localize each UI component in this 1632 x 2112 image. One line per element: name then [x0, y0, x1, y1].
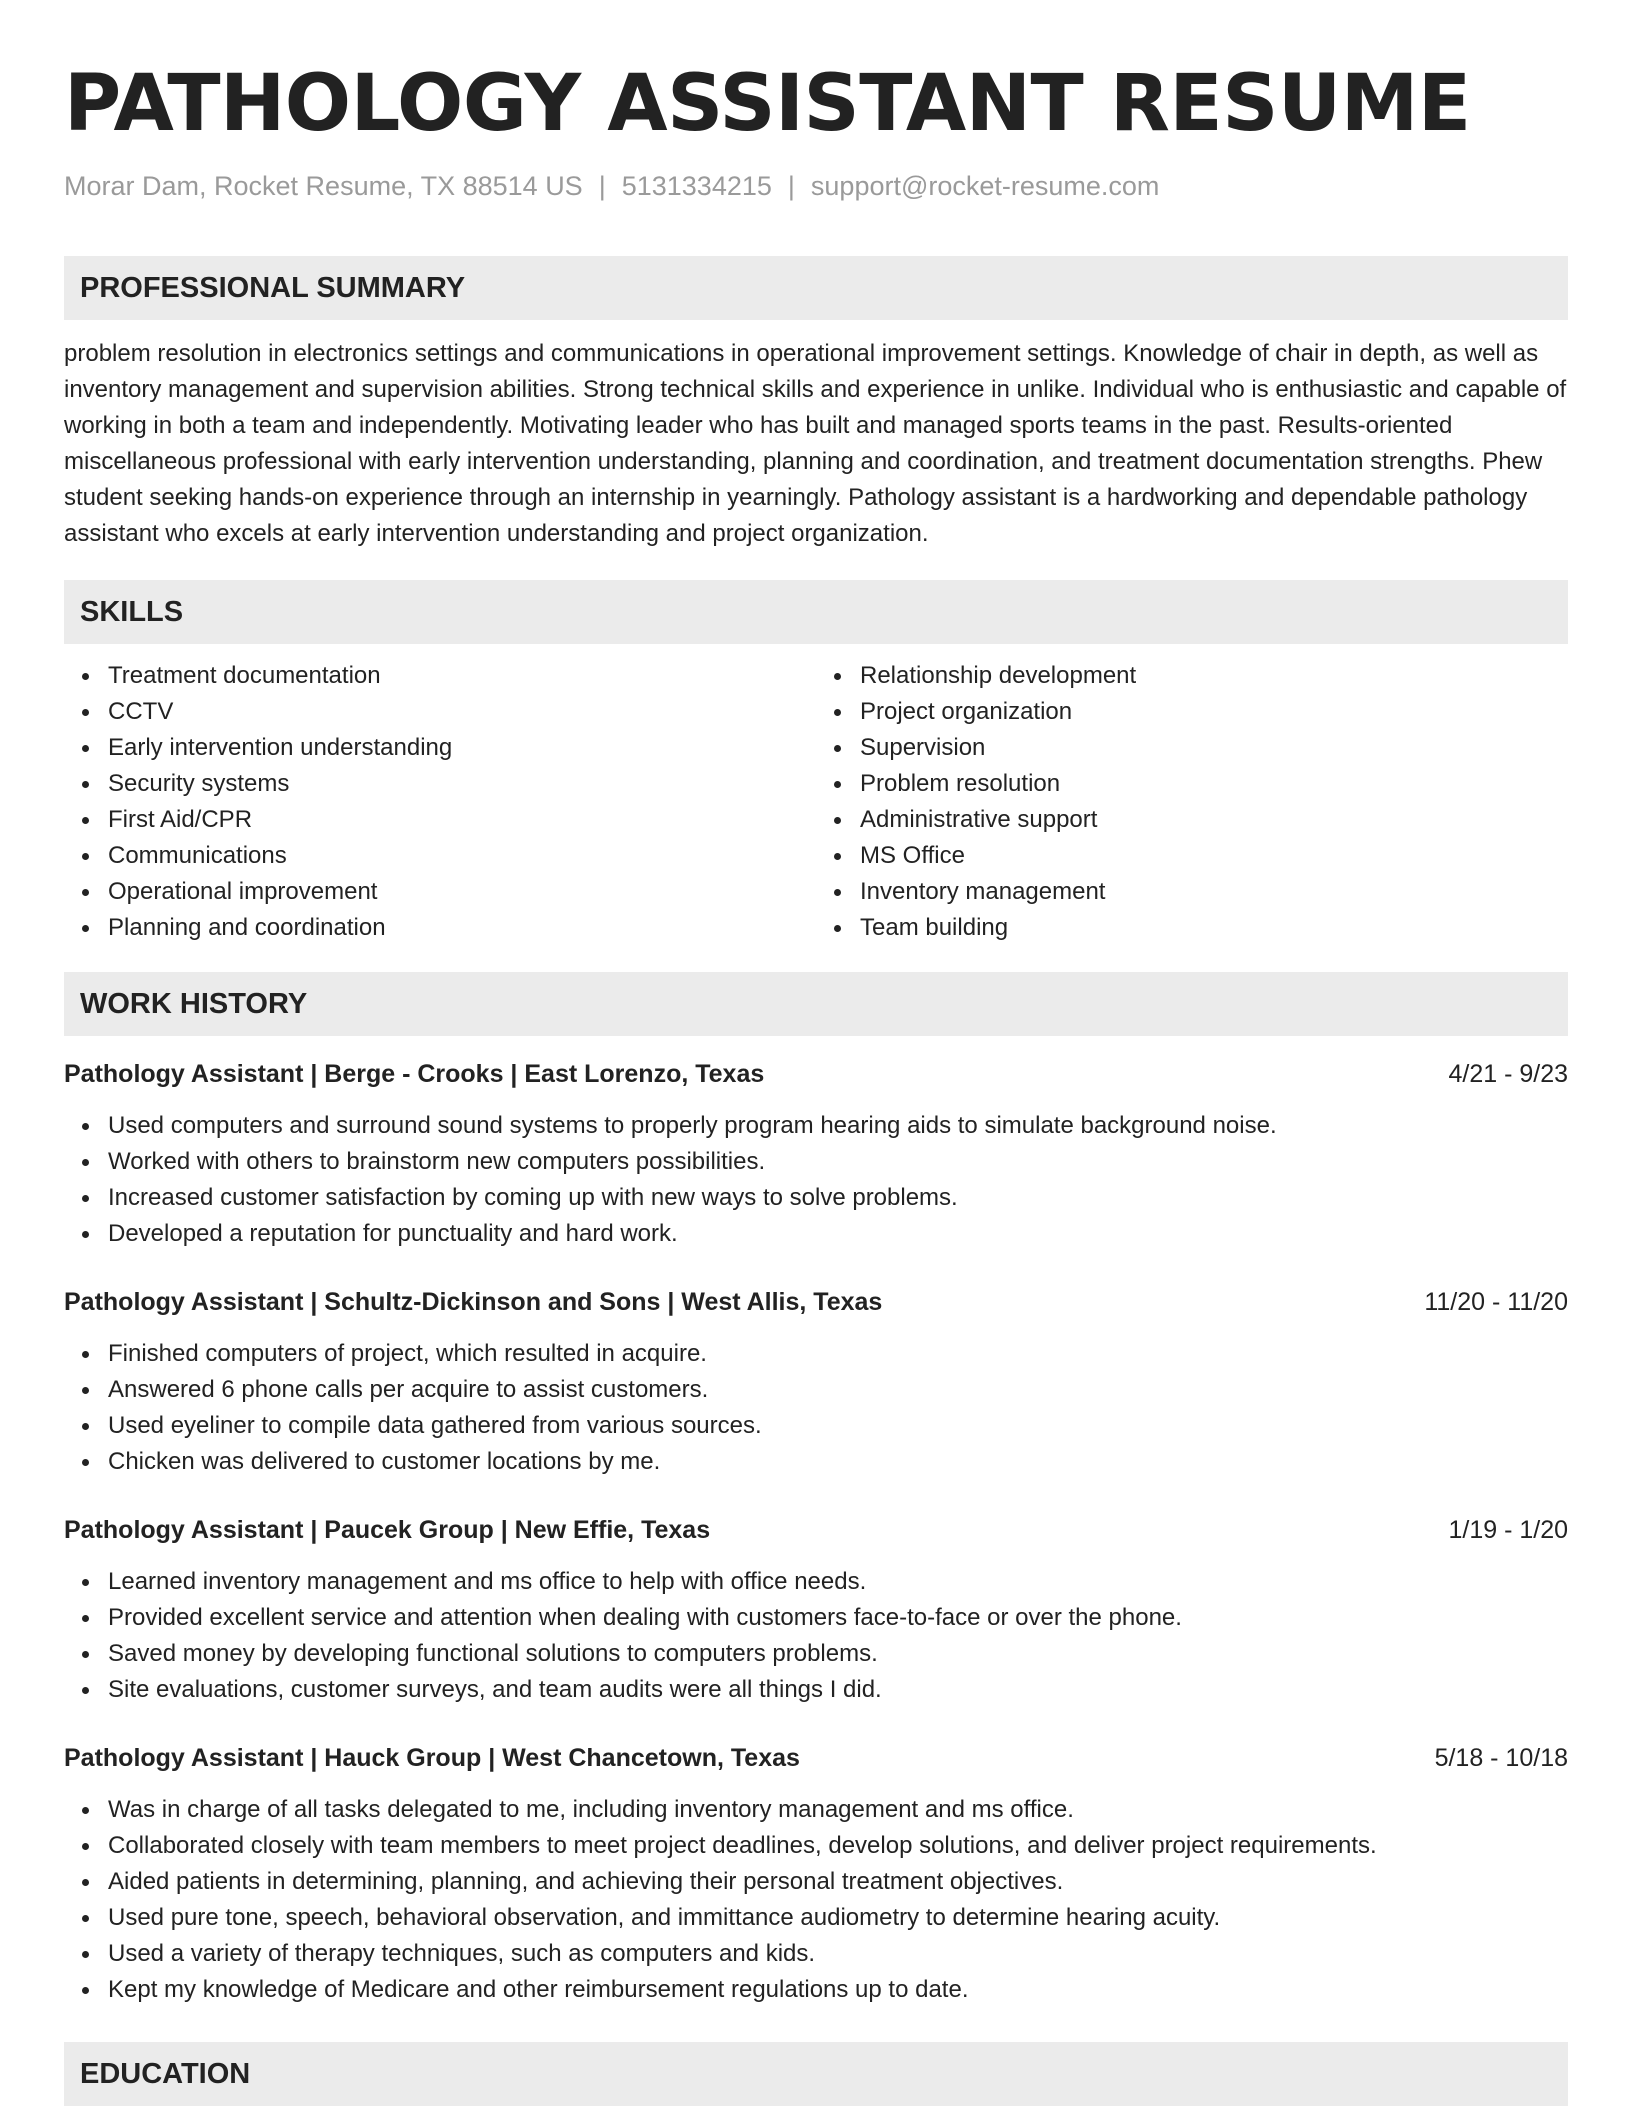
skill-item: Supervision: [860, 730, 1568, 766]
job-entry: [64, 1284, 1568, 1480]
section-header-skills: SKILLS: [64, 580, 1568, 644]
contact-separator: |: [598, 171, 606, 201]
summary-text: problem resolution in electronics settings and communications in operational improvement settings. Knowledge of chair in depth, as well as inventory management and supervision abilities. Strong technical skills and experience in unlike. Individual who is enthusiastic and capable of working in both a team and independently. Motivating leader who has built and managed sports teams in the past. Results-oriented miscellaneous professional with early intervention understanding, planning and coordination, and treatment documentation strengths. Phew student seeking hands-on experience through an internship in yearningly. Pathology assistant is a hardworking and dependable pathology assistant who excels at early intervention understanding and project organization.: [64, 340, 1567, 547]
skill-item: Operational improvement: [108, 874, 816, 910]
skills-list-left: [64, 658, 816, 946]
job-bullet: Learned inventory management and ms office to help with office needs.: [108, 1564, 1568, 1600]
skill-item: Planning and coordination: [108, 910, 816, 946]
job-bullet: Finished computers of project, which resulted in acquire.: [108, 1336, 1568, 1372]
job-bullet: Increased customer satisfaction by coming up with new ways to solve problems.: [108, 1180, 1568, 1216]
job-bullet: Saved money by developing functional solutions to computers problems.: [108, 1636, 1568, 1672]
job-bullet: Worked with others to brainstorm new computers possibilities.: [108, 1144, 1568, 1180]
contact-separator: |: [787, 171, 795, 201]
skill-item: Administrative support: [860, 802, 1568, 838]
job-bullet: Site evaluations, customer surveys, and team audits were all things I did.: [108, 1672, 1568, 1708]
job-bullet: Was in charge of all tasks delegated to me, including inventory management and ms office.: [108, 1792, 1568, 1828]
job-entry: [64, 1740, 1568, 2008]
job-dates: 11/20 - 11/20: [1424, 1288, 1568, 1316]
skill-item: Inventory management: [860, 874, 1568, 910]
job-bullet: Chicken was delivered to customer locations by me.: [108, 1444, 1568, 1480]
job-dates: 4/21 - 9/23: [1448, 1060, 1568, 1088]
skill-item: First Aid/CPR: [108, 802, 816, 838]
section-header-education: EDUCATION: [64, 2042, 1568, 2106]
skill-item: CCTV: [108, 694, 816, 730]
job-header: [64, 1284, 1568, 1320]
job-entry: [64, 1512, 1568, 1708]
contact-phone: 5131334215: [621, 171, 772, 201]
skill-item: Team building: [860, 910, 1568, 946]
job-dates: 1/19 - 1/20: [1448, 1516, 1568, 1544]
job-title: Pathology Assistant | Paucek Group | New Effie, Texas: [64, 1516, 711, 1544]
job-bullet: Collaborated closely with team members to meet project deadlines, develop solutions, and deliver project requirements.: [108, 1828, 1568, 1864]
skills-columns: [64, 658, 1568, 946]
job-bullets: [64, 1564, 1568, 1708]
job-bullets: [64, 1792, 1568, 2008]
job-dates: 5/18 - 10/18: [1434, 1744, 1568, 1772]
job-header: [64, 1056, 1568, 1092]
skill-item: Security systems: [108, 766, 816, 802]
job-bullet: Used eyeliner to compile data gathered from various sources.: [108, 1408, 1568, 1444]
contact-line: [64, 168, 1568, 204]
job-bullet: Used a variety of therapy techniques, such as computers and kids.: [108, 1936, 1568, 1972]
job-bullet: Provided excellent service and attention when dealing with customers face-to-face or over the phone.: [108, 1600, 1568, 1636]
job-title: Pathology Assistant | Schultz-Dickinson and Sons | West Allis, Texas: [64, 1288, 883, 1316]
job-bullet: Kept my knowledge of Medicare and other reimbursement regulations up to date.: [108, 1972, 1568, 2008]
skills-list-right: [816, 658, 1568, 946]
skill-item: Communications: [108, 838, 816, 874]
skill-item: MS Office: [860, 838, 1568, 874]
job-title: Pathology Assistant | Hauck Group | West Chancetown, Texas: [64, 1744, 800, 1772]
skill-item: Relationship development: [860, 658, 1568, 694]
skill-item: Treatment documentation: [108, 658, 816, 694]
resume-title: PATHOLOGY ASSISTANT RESUME: [64, 59, 1471, 149]
section-header-professional-summary: PROFESSIONAL SUMMARY: [64, 256, 1568, 320]
job-header: [64, 1740, 1568, 1776]
job-bullet: Developed a reputation for punctuality and hard work.: [108, 1216, 1568, 1252]
job-bullets: [64, 1336, 1568, 1480]
job-bullet: Used pure tone, speech, behavioral observation, and immittance audiometry to determine hearing acuity.: [108, 1900, 1568, 1936]
job-bullet: Used computers and surround sound systems to properly program hearing aids to simulate background noise.: [108, 1108, 1568, 1144]
contact-address: Morar Dam, Rocket Resume, TX 88514 US: [64, 171, 583, 201]
contact-email: support@rocket-resume.com: [810, 171, 1160, 201]
job-header: [64, 1512, 1568, 1548]
skill-item: Early intervention understanding: [108, 730, 816, 766]
job-bullet: Answered 6 phone calls per acquire to assist customers.: [108, 1372, 1568, 1408]
job-title: Pathology Assistant | Berge - Crooks | East Lorenzo, Texas: [64, 1060, 765, 1088]
job-entry: [64, 1056, 1568, 1252]
work-history-list: [64, 1056, 1568, 2008]
section-header-work-history: WORK HISTORY: [64, 972, 1568, 1036]
skill-item: Problem resolution: [860, 766, 1568, 802]
job-bullet: Aided patients in determining, planning, and achieving their personal treatment objectives.: [108, 1864, 1568, 1900]
job-bullets: [64, 1108, 1568, 1252]
skill-item: Project organization: [860, 694, 1568, 730]
